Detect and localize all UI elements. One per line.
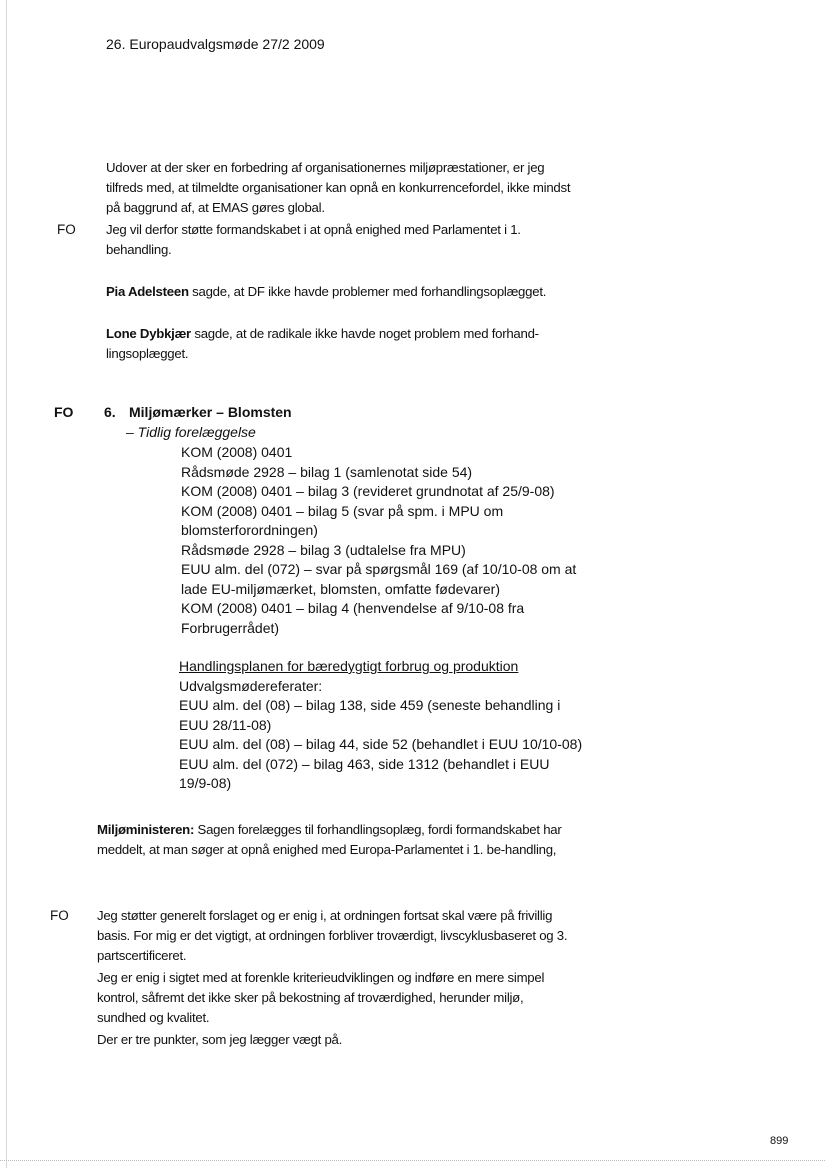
- speaker-name: Pia Adelsteen: [106, 284, 189, 299]
- doc-line: Rådsmøde 2928 – bilag 3 (udtalelse fra MPU): [181, 541, 466, 558]
- agenda-number: 6.: [104, 404, 116, 420]
- reference-line: EUU alm. del (08) – bilag 44, side 52 (behandlet i EUU 10/10-08): [179, 736, 583, 752]
- doc-line: lade EU-miljømærket, blomsten, omfatte fødevarer): [181, 580, 500, 597]
- pia-statement: [106, 282, 576, 302]
- statement-text: sagde, at de radikale ikke havde noget problem med forhand-lingsoplægget.: [106, 326, 539, 361]
- reference-line: Udvalgsmødereferater:: [179, 677, 323, 694]
- reference-line: 19/9-08): [179, 775, 232, 791]
- closing-fo-marker: FO: [50, 908, 69, 923]
- minister-statement: [97, 820, 575, 860]
- document-list: [181, 443, 601, 638]
- doc-line: KOM (2008) 0401: [181, 444, 293, 460]
- agenda-fo-marker: FO: [54, 404, 74, 420]
- support-paragraph: Jeg vil derfor støtte formandskabet i at opnå enighed med Parlamentet i 1. behandling.: [106, 222, 521, 257]
- fo-marker: FO: [57, 222, 76, 237]
- handlingsplan-section: [179, 657, 599, 794]
- agenda-title: Miljømærker – Blomsten: [129, 404, 292, 420]
- page-number: 899: [770, 1135, 789, 1147]
- reference-line: EUU 28/11-08): [179, 716, 272, 733]
- minister-text: Sagen forelægges til forhandlingsoplæg, fordi formandskabet har meddelt, at man søger at opnå enighed med Europa-Parlamentet i 1. be-handling,: [97, 822, 562, 857]
- doc-line: blomsterforordningen): [181, 522, 318, 538]
- doc-line: EUU alm. del (072) – svar på spørgsmål 169 (af 10/10-08 om at: [181, 561, 577, 577]
- page-header: 26. Europaudvalgsmøde 27/2 2009: [106, 36, 325, 52]
- reference-line: EUU alm. del (08) – bilag 138, side 459 (seneste behandling i: [179, 697, 561, 713]
- lone-statement: [106, 324, 576, 364]
- statement-text: sagde, at DF ikke havde problemer med forhandlingsoplægget.: [188, 284, 547, 299]
- doc-line: Forbrugerrådet): [181, 619, 280, 636]
- closing-paragraph-3: Der er tre punkter, som jeg lægger vægt på.: [97, 1032, 343, 1047]
- agenda-subtitle: – Tidlig forelæggelse: [126, 424, 256, 440]
- doc-line: Rådsmøde 2928 – bilag 1 (samlenotat side 54): [181, 463, 473, 480]
- closing-paragraph-1: Jeg støtter generelt forslaget og er enig i, at ordningen fortsat skal være på frivillig basis. For mig er det vigtigt, at ordningen forbliver troværdigt, livscyklusbaseret og 3. partscertificeret.: [97, 908, 568, 963]
- intro-paragraph: Udover at der sker en forbedring af organisationernes miljøpræstationer, er jeg tilfreds med, at tilmeldte organisationer kan opnå en konkurrencefordel, ikke mindst på baggrund af, at EMAS gøres global.: [106, 160, 571, 215]
- doc-line: KOM (2008) 0401 – bilag 5 (svar på spm. i MPU om: [181, 502, 504, 519]
- handlingsplan-title: Handlingsplanen for bæredygtigt forbrug og produktion: [179, 658, 519, 674]
- reference-line: EUU alm. del (072) – bilag 463, side 1312 (behandlet i EUU: [179, 755, 550, 772]
- closing-paragraph-2: Jeg er enig i sigtet med at forenkle kriterieudviklingen og indføre en mere simpel kontrol, såfremt det ikke sker på bekostning af troværdighed, herunder miljø, sundhed og kvalitet.: [97, 970, 545, 1025]
- doc-line: KOM (2008) 0401 – bilag 4 (henvendelse af 9/10-08 fra: [181, 600, 525, 616]
- doc-line: KOM (2008) 0401 – bilag 3 (revideret grundnotat af 25/9-08): [181, 483, 555, 499]
- page-edge: [6, 0, 7, 1168]
- speaker-name: Lone Dybkjær: [106, 326, 191, 341]
- page-bottom-edge: [0, 1160, 825, 1161]
- minister-name: Miljøministeren:: [97, 822, 195, 837]
